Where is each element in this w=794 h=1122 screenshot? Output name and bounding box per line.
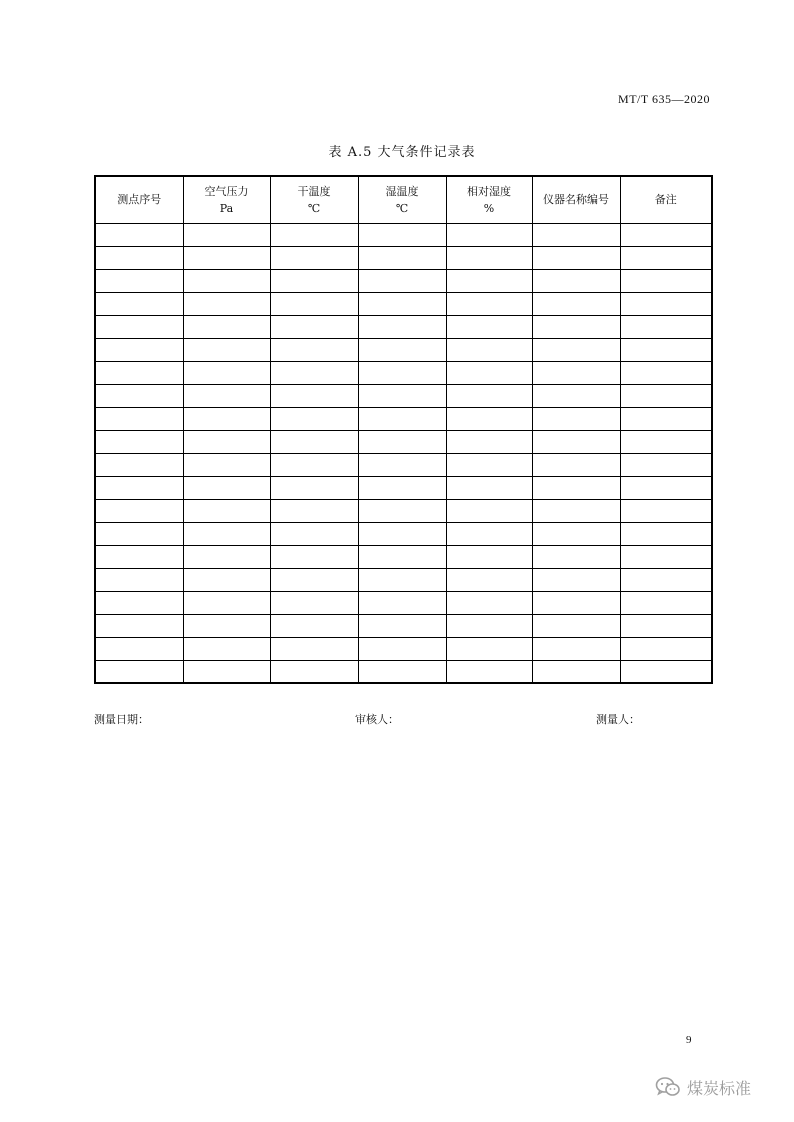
table-cell (358, 545, 446, 568)
table-cell (95, 591, 183, 614)
table-cell (620, 568, 712, 591)
table-row (95, 614, 712, 637)
column-header (358, 176, 446, 223)
table-cell (95, 522, 183, 545)
table-cell (183, 223, 270, 246)
column-header (532, 176, 620, 223)
table-cell (532, 269, 620, 292)
column-header-unit: ℃ (395, 201, 409, 215)
column-header-unit: Pa (219, 201, 234, 215)
table-cell (183, 660, 270, 683)
table-cell (270, 338, 358, 361)
table-cell (446, 292, 532, 315)
table-cell (183, 338, 270, 361)
table-cell (183, 407, 270, 430)
table-row (95, 223, 712, 246)
table-cell (446, 361, 532, 384)
table-cell (532, 223, 620, 246)
table-cell (358, 315, 446, 338)
record-table (94, 175, 713, 684)
table-cell (532, 591, 620, 614)
table-cell (270, 660, 358, 683)
table-cell (183, 522, 270, 545)
table-body (95, 223, 712, 683)
table-cell (620, 591, 712, 614)
column-header-name: 测点序号 (117, 192, 162, 206)
column-header-unit: ℃ (307, 201, 321, 215)
table-cell (446, 430, 532, 453)
table-cell (95, 223, 183, 246)
table-row (95, 637, 712, 660)
table-row (95, 476, 712, 499)
table-cell (620, 269, 712, 292)
watermark (655, 1072, 775, 1102)
table-cell (620, 315, 712, 338)
standard-code: MT/T 635—2020 (618, 92, 710, 106)
table-row (95, 568, 712, 591)
table-cell (532, 292, 620, 315)
table-cell (446, 407, 532, 430)
table-cell (446, 246, 532, 269)
table-cell (95, 453, 183, 476)
table-cell (270, 591, 358, 614)
column-header (270, 176, 358, 223)
table-cell (95, 499, 183, 522)
table-cell (270, 430, 358, 453)
table-cell (183, 430, 270, 453)
table-cell (446, 637, 532, 660)
table-cell (358, 430, 446, 453)
table-cell (95, 614, 183, 637)
measurer-label: 测量人： (596, 713, 640, 726)
table-cell (620, 614, 712, 637)
table-cell (532, 660, 620, 683)
table-cell (532, 361, 620, 384)
table-cell (270, 407, 358, 430)
header-row (95, 176, 712, 223)
table-row (95, 361, 712, 384)
table-cell (532, 637, 620, 660)
column-header-name: 相对湿度 (467, 184, 511, 198)
table-cell (446, 614, 532, 637)
column-header-name: 湿温度 (385, 184, 419, 198)
table-cell (95, 361, 183, 384)
table-cell (532, 407, 620, 430)
table-header (95, 176, 712, 223)
table-cell (270, 453, 358, 476)
table-cell (270, 269, 358, 292)
table-cell (183, 384, 270, 407)
table-cell (446, 660, 532, 683)
table-cell (358, 338, 446, 361)
table-cell (270, 246, 358, 269)
wechat-icon (655, 1076, 681, 1098)
table-row (95, 591, 712, 614)
reviewer-label: 审核人： (355, 713, 399, 726)
table-cell (532, 453, 620, 476)
table-cell (183, 453, 270, 476)
table-cell (183, 246, 270, 269)
table-cell (358, 361, 446, 384)
table-row (95, 315, 712, 338)
table-title: 表 A.5 大气条件记录表 (328, 145, 476, 160)
table-cell (446, 591, 532, 614)
table-cell (620, 637, 712, 660)
table-cell (95, 315, 183, 338)
table-cell (270, 361, 358, 384)
table-cell (620, 384, 712, 407)
table-cell (270, 637, 358, 660)
column-header-name: 干温度 (297, 184, 331, 198)
table-cell (620, 453, 712, 476)
measure-date-label: 测量日期： (94, 713, 149, 726)
table-cell (358, 453, 446, 476)
table-cell (183, 545, 270, 568)
table-cell (620, 292, 712, 315)
table-cell (358, 591, 446, 614)
table-cell (358, 269, 446, 292)
table-cell (95, 660, 183, 683)
table-cell (532, 338, 620, 361)
table-cell (620, 223, 712, 246)
table-cell (270, 522, 358, 545)
table-cell (446, 499, 532, 522)
table-cell (358, 499, 446, 522)
table-cell (358, 384, 446, 407)
table-cell (620, 430, 712, 453)
table-cell (446, 522, 532, 545)
table-cell (620, 476, 712, 499)
table-cell (270, 476, 358, 499)
watermark-text: 煤炭标准 (687, 1078, 752, 1098)
table-cell (270, 315, 358, 338)
page-number: 9 (686, 1034, 692, 1046)
table-row (95, 338, 712, 361)
table-cell (446, 384, 532, 407)
table-cell (95, 637, 183, 660)
table-row (95, 269, 712, 292)
table-cell (358, 637, 446, 660)
table-cell (95, 568, 183, 591)
table-cell (95, 407, 183, 430)
table-cell (532, 246, 620, 269)
table-cell (270, 384, 358, 407)
table-cell (620, 407, 712, 430)
table-cell (620, 361, 712, 384)
table-cell (183, 614, 270, 637)
table-cell (446, 223, 532, 246)
table-row (95, 384, 712, 407)
table-row (95, 522, 712, 545)
table-cell (183, 269, 270, 292)
table-cell (183, 568, 270, 591)
table-cell (358, 292, 446, 315)
table-cell (446, 568, 532, 591)
table-row (95, 453, 712, 476)
table-cell (446, 315, 532, 338)
table-cell (270, 545, 358, 568)
table-cell (620, 499, 712, 522)
table-cell (270, 223, 358, 246)
column-header-name: 空气压力 (204, 184, 249, 198)
table-cell (270, 499, 358, 522)
table-cell (532, 545, 620, 568)
table-row (95, 660, 712, 683)
table-cell (532, 522, 620, 545)
table-cell (358, 522, 446, 545)
table-cell (95, 476, 183, 499)
table-cell (532, 568, 620, 591)
table-cell (620, 522, 712, 545)
table-cell (183, 499, 270, 522)
table-row (95, 499, 712, 522)
table-cell (95, 430, 183, 453)
table-cell (358, 223, 446, 246)
table-row (95, 246, 712, 269)
table-cell (270, 568, 358, 591)
table-cell (620, 660, 712, 683)
column-header (95, 176, 183, 223)
table-cell (532, 614, 620, 637)
column-header-name: 备注 (654, 192, 677, 206)
table-cell (183, 637, 270, 660)
table-cell (95, 384, 183, 407)
table-cell (95, 545, 183, 568)
column-header-name: 仪器名称编号 (543, 192, 609, 206)
column-header (446, 176, 532, 223)
table-cell (183, 315, 270, 338)
table-cell (532, 315, 620, 338)
table-cell (358, 568, 446, 591)
table-cell (95, 246, 183, 269)
table-cell (532, 384, 620, 407)
table-cell (446, 545, 532, 568)
table-cell (532, 430, 620, 453)
table-cell (95, 292, 183, 315)
table-row (95, 545, 712, 568)
column-header-unit: % (483, 201, 495, 215)
table-cell (358, 476, 446, 499)
table-cell (358, 246, 446, 269)
table-cell (620, 545, 712, 568)
table-row (95, 292, 712, 315)
table-cell (358, 660, 446, 683)
table-cell (358, 614, 446, 637)
table-cell (532, 499, 620, 522)
table-row (95, 407, 712, 430)
table-cell (620, 246, 712, 269)
table-cell (183, 476, 270, 499)
table-cell (183, 361, 270, 384)
column-header (183, 176, 270, 223)
table-cell (620, 338, 712, 361)
table-cell (95, 269, 183, 292)
table-cell (446, 453, 532, 476)
table-cell (446, 269, 532, 292)
table-row (95, 430, 712, 453)
table-cell (183, 591, 270, 614)
table-cell (446, 476, 532, 499)
table-cell (532, 476, 620, 499)
table-cell (270, 292, 358, 315)
table-cell (358, 407, 446, 430)
table-cell (95, 338, 183, 361)
table-cell (183, 292, 270, 315)
column-header (620, 176, 712, 223)
table-cell (446, 338, 532, 361)
table-cell (270, 614, 358, 637)
